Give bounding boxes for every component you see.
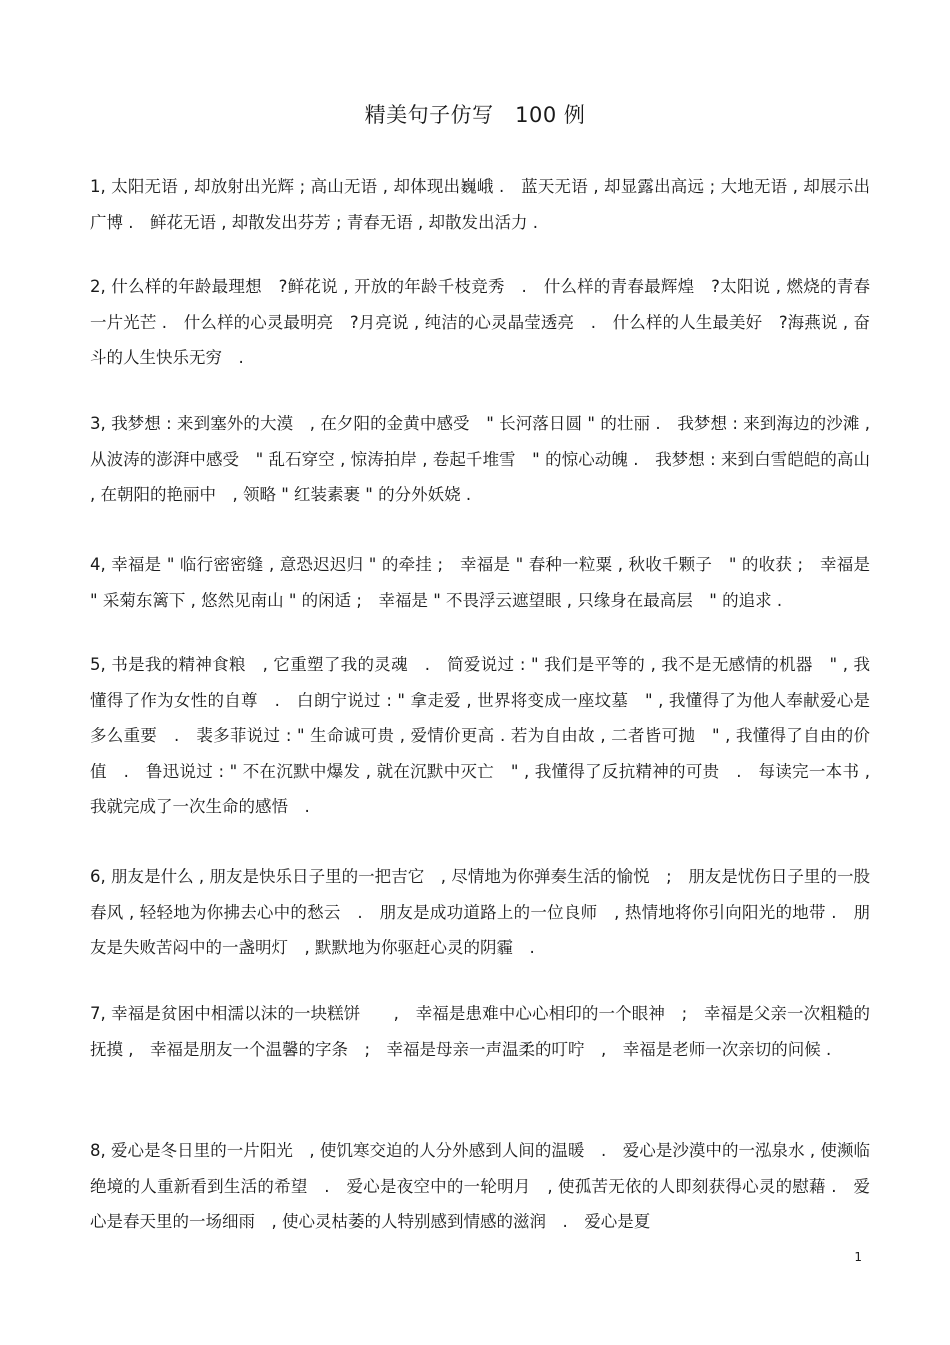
page-title: 精美句子仿写 100 例 bbox=[364, 103, 586, 127]
paragraph-8: 8, 爱心是冬日里的一片阳光 , 使饥寒交迫的人分外感到人间的温暖 . 爱心是沙漠中的一泓泉水 , 使濒临绝境的人重新看到生活的希望 . 爱心是夜空中的一轮明月 , 使孤苦无依的人即刻获得心灵的慰藉 . 爱心是春天里的一场细雨 , 使心灵枯萎的人特别感到情感的滋润 . 爱心是夏 bbox=[90, 1141, 870, 1231]
paragraph-6: 6, 朋友是什么 , 朋友是快乐日子里的一把吉它 , 尽情地为你弹奏生活的愉悦 ; 朋友是忧伤日子里的一股春风 , 轻轻地为你拂去心中的愁云 . 朋友是成功道路上的一位良师 , 热情地将你引向阳光的地带 . 朋友是失败苦闷中的一盏明灯 , 默默地为你驱赶心灵的阴霾 . bbox=[90, 867, 870, 957]
paragraph-1: 1, 太阳无语 , 却放射出光辉 ; 高山无语 , 却体现出巍峨 . 蓝天无语 , 却显露出高远 ; 大地无语 , 却展示出广博 . 鲜花无语 , 却散发出芬芳 ; 青春无语 , 却散发出活力 . bbox=[90, 177, 870, 232]
paragraph-3: 3, 我梦想 : 来到塞外的大漠 , 在夕阳的金黄中感受 " 长河落日圆 " 的壮丽 . 我梦想 : 来到海边的沙滩 , 从波涛的澎湃中感受 " 乱石穿空 , 惊涛拍岸 , 卷起千堆雪 " 的惊心动魄 . 我梦想 : 来到白雪皑皑的高山 , 在朝阳的艳丽中 , 领略 " 红装素裹 " 的分外妖娆 . bbox=[90, 414, 870, 504]
paragraph-4: 4, 幸福是 " 临行密密缝 , 意恐迟迟归 " 的牵挂 ; 幸福是 " 春种一粒粟 , 秋收千颗子 " 的收获 ; 幸福是 " 采菊东篱下 , 悠然见南山 " 的闲适 ; 幸福是 " 不畏浮云遮望眼 , 只缘身在最高层 " 的追求 . bbox=[90, 555, 870, 610]
paragraph-2: 2, 什么样的年龄最理想 ?鲜花说 , 开放的年龄千枝竞秀 . 什么样的青春最辉煌 ?太阳说 , 燃烧的青春一片光芒 . 什么样的心灵最明亮 ?月亮说 , 纯洁的心灵晶莹透亮 . 什么样的人生最美好 ?海燕说 , 奋斗的人生快乐无穷 . bbox=[90, 277, 870, 367]
paragraph-5: 5, 书是我的精神食粮 , 它重塑了我的灵魂 . 简爱说过 : " 我们是平等的 , 我不是无感情的机器 " , 我懂得了作为女性的自尊 . 白朗宁说过 : " 拿走爱 , 世界将变成一座坟墓 " , 我懂得了为他人奉献爱心是多么重要 . 裴多菲说过 : " 生命诚可贵 , 爱情价更高 . 若为自由故 , 二者皆可抛 " , 我懂得了自由的价值 . 鲁迅说过 : " 不在沉默中爆发 , 就在沉默中灭亡 " , 我懂得了反抗精神的可贵 . 每读完一本书 , 我就完成了一次生命的感悟 . bbox=[90, 655, 870, 816]
paragraph-7: 7, 幸福是贫困中相濡以沫的一块糕饼 , 幸福是患难中心心相印的一个眼神 ; 幸福是父亲一次粗糙的抚摸 , 幸福是朋友一个温馨的字条 ; 幸福是母亲一声温柔的叮咛 , 幸福是老师一次亲切的问候 . bbox=[90, 1004, 870, 1059]
page-number: 1 bbox=[854, 1250, 862, 1264]
